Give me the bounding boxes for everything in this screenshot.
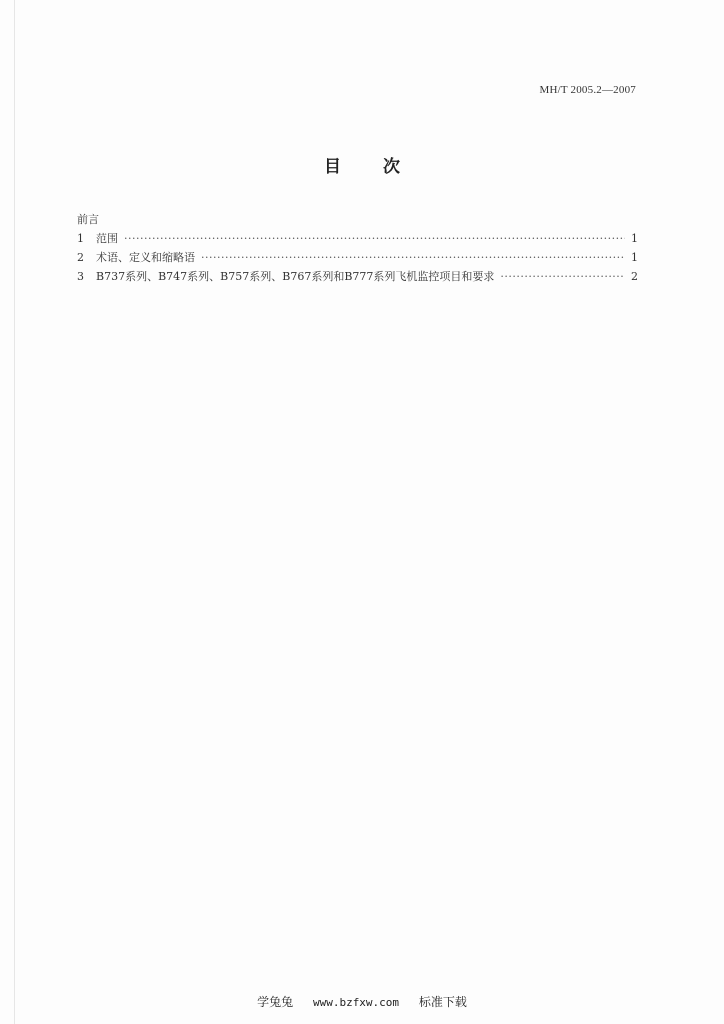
footer-brand: 学兔兔 [257, 995, 294, 1009]
footer-watermark [0, 993, 724, 1010]
toc-leader-dots [201, 248, 625, 267]
page-title: 目次 [324, 157, 442, 177]
toc-entry-number: 3 [77, 270, 84, 283]
toc-entry-2[interactable] [77, 248, 638, 267]
toc-preface[interactable]: 前言 [77, 213, 99, 226]
table-of-contents [77, 210, 638, 286]
toc-entry-page: 1 [631, 251, 638, 264]
document-code: MH/T 2005.2—2007 [539, 84, 636, 96]
toc-entry-number: 1 [77, 232, 84, 245]
toc-entry-1[interactable] [77, 229, 638, 248]
toc-leader-dots [124, 229, 625, 248]
toc-entry-title: 范围 [96, 232, 118, 245]
toc-entry-3[interactable] [77, 267, 638, 286]
toc-entry-number: 2 [77, 251, 84, 264]
toc-leader-dots [500, 267, 625, 286]
footer-site-link[interactable]: www.bzfxw.com [312, 996, 400, 1009]
toc-entry-page: 2 [631, 270, 638, 283]
toc-entry-title: 术语、定义和缩略语 [96, 251, 195, 264]
toc-entry-title: B737系列、B747系列、B757系列、B767系列和B777系列飞机监控项目和要求 [96, 270, 495, 283]
footer-tagline: 标准下载 [418, 995, 467, 1009]
toc-entry-page: 1 [631, 232, 638, 245]
